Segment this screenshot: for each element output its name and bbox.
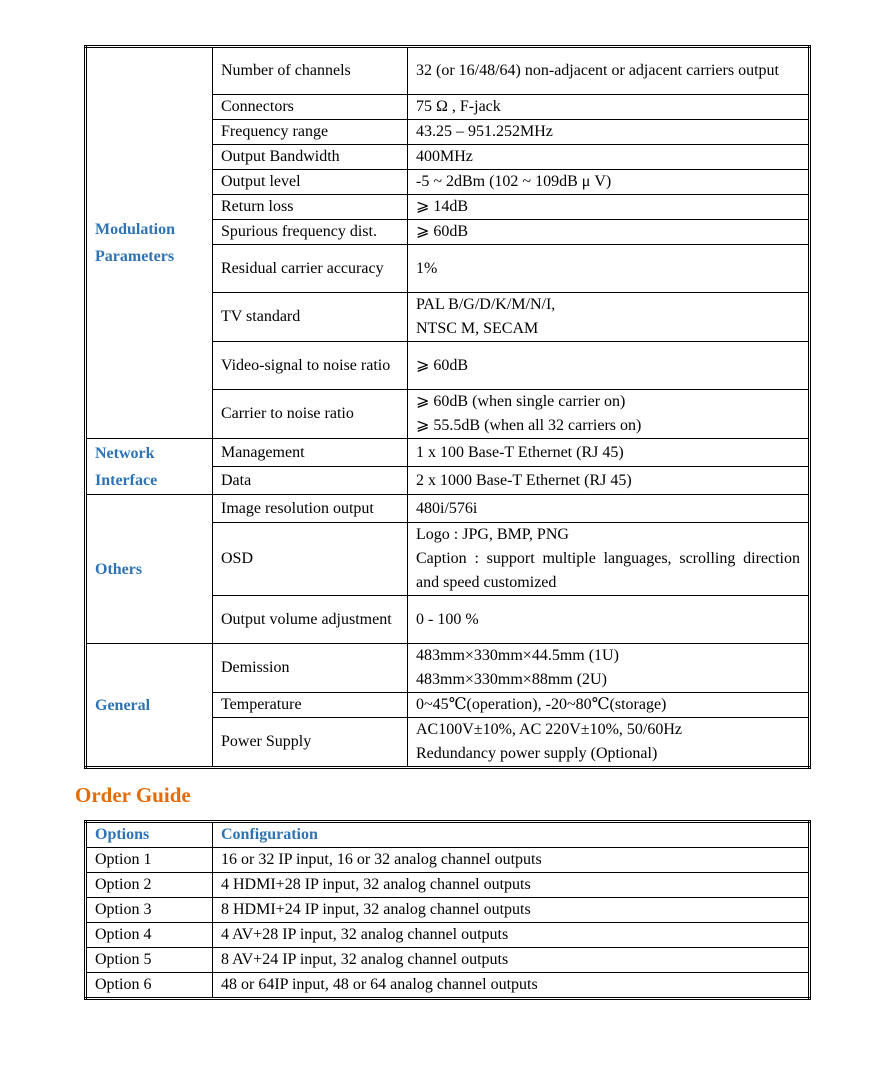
order-option: Option 3 — [86, 898, 213, 923]
spec-value-line: ⩾ 14dB — [416, 198, 469, 215]
spec-param — [213, 467, 408, 495]
spec-value-line: 32 (or 16/48/64) non-adjacent or adjacent carriers output — [416, 62, 779, 79]
spec-value-line: Caption : support multiple languages, scrolling direction and speed customized — [416, 550, 800, 591]
spec-value — [408, 170, 810, 195]
spec-param-label: Spurious frequency dist. — [221, 223, 377, 240]
order-row — [86, 973, 810, 999]
order-option: Option 6 — [86, 973, 213, 999]
spec-value-line: 43.25 – 951.252MHz — [416, 123, 553, 140]
spec-param — [213, 220, 408, 245]
spec-param — [213, 95, 408, 120]
spec-param — [213, 245, 408, 293]
order-header-cell: Options — [86, 822, 213, 848]
spec-param — [213, 120, 408, 145]
spec-category — [86, 439, 213, 495]
spec-value-line: NTSC M, SECAM — [416, 320, 539, 337]
spec-value — [408, 644, 810, 693]
spec-param-label: TV standard — [221, 308, 301, 325]
spec-row — [86, 495, 810, 523]
spec-value — [408, 495, 810, 523]
spec-value-line: ⩾ 60dB — [416, 356, 469, 374]
spec-param-label: Temperature — [221, 696, 302, 713]
spec-row — [86, 644, 810, 693]
spec-param — [213, 718, 408, 768]
order-configuration: 8 HDMI+24 IP input, 32 analog channel outputs — [213, 898, 810, 923]
spec-value-line: 75 Ω , F-jack — [416, 98, 501, 115]
spec-value — [408, 293, 810, 342]
spec-value-line: 2 x 1000 Base-T Ethernet (RJ 45) — [416, 471, 632, 489]
spec-category-line: Modulation — [95, 221, 176, 238]
spec-value-line: 0 - 100 % — [416, 610, 479, 628]
spec-value — [408, 245, 810, 293]
spec-value — [408, 390, 810, 439]
spec-value — [408, 523, 810, 596]
order-configuration: 4 AV+28 IP input, 32 analog channel outputs — [213, 923, 810, 948]
spec-param-label: Number of channels — [221, 62, 351, 79]
spec-param — [213, 693, 408, 718]
spec-param-label: Return loss — [221, 198, 294, 215]
spec-param-label: Output volume adjustment — [221, 610, 392, 628]
spec-value — [408, 195, 810, 220]
spec-param-label: OSD — [221, 550, 254, 567]
spec-value-line: Redundancy power supply (Optional) — [416, 745, 658, 762]
spec-category-line: Others — [95, 560, 143, 578]
spec-table — [84, 45, 811, 769]
order-row — [86, 948, 810, 973]
spec-value — [408, 220, 810, 245]
spec-row — [86, 47, 810, 95]
spec-value-line: -5 ~ 2dBm (102 ~ 109dB μ V) — [416, 173, 612, 190]
spec-param — [213, 495, 408, 523]
order-header-cell: Configuration — [213, 822, 810, 848]
spec-value — [408, 467, 810, 495]
spec-param-label: Residual carrier accuracy — [221, 259, 384, 277]
spec-value-line: 1% — [416, 259, 438, 277]
spec-param — [213, 145, 408, 170]
order-option: Option 2 — [86, 873, 213, 898]
spec-param — [213, 390, 408, 439]
order-guide-title: Order Guide — [75, 783, 191, 807]
spec-value-line: 400MHz — [416, 148, 473, 165]
spec-param-label: Management — [221, 443, 305, 461]
order-configuration: 48 or 64IP input, 48 or 64 analog channel outputs — [213, 973, 810, 999]
spec-param — [213, 342, 408, 390]
spec-value-line: ⩾ 60dB (when single carrier on) — [416, 393, 626, 410]
spec-param-label: Data — [221, 471, 252, 489]
spec-value-line: 480i/576i — [416, 499, 478, 517]
spec-category — [86, 644, 213, 768]
spec-value — [408, 693, 810, 718]
spec-value-line: 483mm×330mm×88mm (2U) — [416, 671, 607, 688]
spec-value-line: Logo : JPG, BMP, PNG — [416, 526, 569, 543]
spec-param-label: Connectors — [221, 98, 294, 115]
spec-param — [213, 439, 408, 467]
spec-param-label: Output level — [221, 173, 301, 190]
spec-param — [213, 47, 408, 95]
spec-param-label: Power Supply — [221, 733, 312, 750]
order-row — [86, 923, 810, 948]
spec-value-line: ⩾ 60dB — [416, 223, 469, 240]
spec-param-label: Demission — [221, 659, 290, 676]
spec-value-line: PAL B/G/D/K/M/N/I, — [416, 296, 556, 313]
spec-value — [408, 145, 810, 170]
spec-param — [213, 195, 408, 220]
order-row — [86, 898, 810, 923]
spec-param-label: Carrier to noise ratio — [221, 405, 354, 422]
order-guide-table — [84, 820, 811, 1000]
spec-value — [408, 120, 810, 145]
spec-value-line: 0~45℃(operation), -20~80℃(storage) — [416, 696, 667, 713]
order-configuration: 16 or 32 IP input, 16 or 32 analog channel outputs — [213, 848, 810, 873]
spec-category-line: General — [95, 696, 151, 714]
spec-category-line: Parameters — [95, 248, 175, 265]
spec-row — [86, 439, 810, 467]
order-configuration: 4 HDMI+28 IP input, 32 analog channel outputs — [213, 873, 810, 898]
spec-value-line: 1 x 100 Base-T Ethernet (RJ 45) — [416, 443, 624, 461]
spec-param-label: Image resolution output — [221, 499, 374, 517]
spec-param — [213, 170, 408, 195]
spec-value-line: 483mm×330mm×44.5mm (1U) — [416, 647, 619, 664]
order-header-row — [86, 822, 810, 848]
spec-value — [408, 95, 810, 120]
order-row — [86, 873, 810, 898]
spec-value — [408, 718, 810, 768]
order-option: Option 1 — [86, 848, 213, 873]
spec-param — [213, 596, 408, 644]
spec-param-label: Output Bandwidth — [221, 148, 340, 165]
spec-value-line: ⩾ 55.5dB (when all 32 carriers on) — [416, 417, 642, 434]
spec-category-line: Interface — [95, 471, 158, 489]
spec-param-label: Frequency range — [221, 123, 329, 140]
spec-value — [408, 596, 810, 644]
spec-param-label: Video-signal to noise ratio — [221, 356, 391, 374]
spec-param — [213, 293, 408, 342]
order-configuration: 8 AV+24 IP input, 32 analog channel outputs — [213, 948, 810, 973]
spec-value — [408, 342, 810, 390]
spec-param — [213, 523, 408, 596]
spec-param — [213, 644, 408, 693]
spec-category-line: Network — [95, 444, 155, 462]
spec-category — [86, 47, 213, 439]
spec-value — [408, 47, 810, 95]
order-option: Option 4 — [86, 923, 213, 948]
spec-value — [408, 439, 810, 467]
order-row — [86, 848, 810, 873]
spec-value-line: AC100V±10%, AC 220V±10%, 50/60Hz — [416, 721, 682, 738]
spec-category — [86, 495, 213, 644]
order-option: Option 5 — [86, 948, 213, 973]
